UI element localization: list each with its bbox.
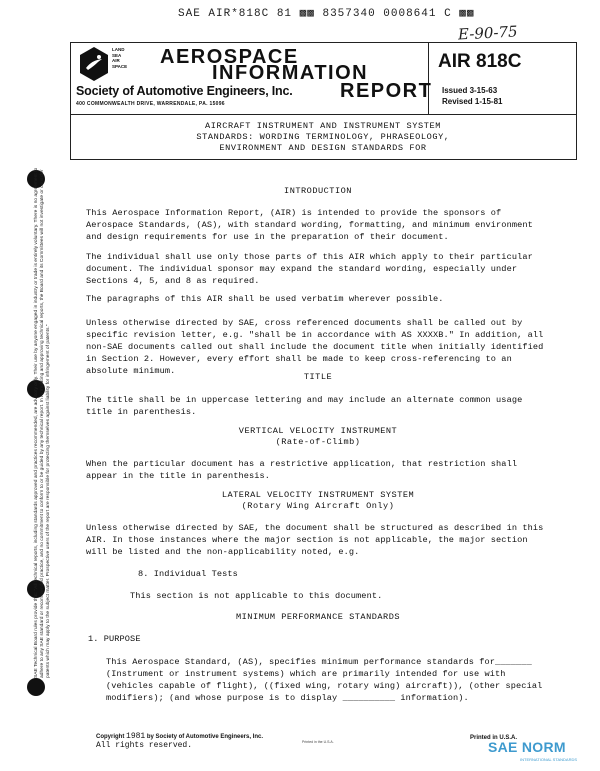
sae-logo-icon <box>78 46 110 82</box>
example-paragraph: When the particular document has a restrictive application, that restriction shall appear in the title in parenthesis. <box>86 459 518 481</box>
logo-text: LAND SEA AIR SPACE <box>112 47 128 69</box>
title-heading: TITLE <box>303 372 333 382</box>
section-8-item: 8. Individual Tests <box>138 569 238 579</box>
example-title: LATERAL VELOCITY INSTRUMENT SYSTEM <box>221 490 415 500</box>
footer-printed: Printed in U.S.A. <box>470 735 518 741</box>
example-title: VERTICAL VELOCITY INSTRUMENT <box>238 426 398 436</box>
document-title <box>150 121 496 154</box>
footer-rights: All rights reserved. <box>96 741 193 750</box>
document-number: AIR 818C <box>438 51 522 72</box>
document-title-line: STANDARDS: WORDING TERMINOLOGY, PHRASEOLOGY, <box>196 132 450 142</box>
society-address: 400 COMMONWEALTH DRIVE, WARRENDALE, PA. 15096 <box>76 101 225 107</box>
handwritten-number: E-90-75 <box>457 22 518 44</box>
header-title-information: INFORMATION <box>212 62 369 84</box>
punch-hole <box>27 678 45 696</box>
copyright-year: 1981 <box>126 732 146 741</box>
header-title-report: REPORT <box>340 80 433 102</box>
header-title-aerospace: AEROSPACE <box>160 46 299 68</box>
introduction-heading: INTRODUCTION <box>284 186 352 196</box>
header-divider <box>428 42 429 114</box>
revised-date: Revised 1-15-81 <box>442 97 503 106</box>
side-legal-notice: SAE Technical Board rules provide that: "All technical reports, including standards approved and practices recommended, are advisory only. Their use by anyone engaged in industry or trade is entirely voluntary. There is no agreement to adhere to any SAE standard or recommended practice, and no commitment to conform to or be guided by any technical report. In formulating and approving technical reports, the Board and its Committees will not investigate or consider patents which may apply to the subject matter. Prospective users of the report are responsible for protecting themselves against liability for infringement of patents." <box>34 167 52 678</box>
copyright-suffix: by Society of Automotive Engineers, Inc. <box>146 734 264 740</box>
intro-paragraph: Unless otherwise directed by SAE, cross referenced documents shall be called out by specific revision letter, e.g. "shall be in accordance with AS XXXXB." In addition, all non-SAE documents called out shall include the document title when initially identified in Section 2. However, every effort shall be made to keep cross-referencing to an absolute minimum. <box>86 318 544 376</box>
watermark-logo: SAE NORM <box>488 739 566 755</box>
section-8-note: This section is not applicable to this document. <box>130 591 383 601</box>
header-divider <box>70 114 577 115</box>
footer-small-note: Printed in the U.S.A. <box>302 740 334 744</box>
document-title-line: AIRCRAFT INSTRUMENT AND INSTRUMENT SYSTEM <box>204 121 442 131</box>
footer-copyright <box>96 732 263 741</box>
issued-date: Issued 3-15-63 <box>442 86 498 95</box>
purpose-heading: 1. PURPOSE <box>88 634 141 644</box>
scan-header-code: SAE AIR*818C 81 ▩▩ 8357340 0008641 C ▩▩ <box>178 8 475 20</box>
title-paragraph: The title shall be in uppercase lettering and may include an alternate common usage title in parenthesis. <box>86 395 523 417</box>
watermark-subtitle: INTERNATIONAL STANDARDS <box>520 757 578 762</box>
copyright-prefix: Copyright <box>96 734 125 740</box>
document-title-line: ENVIRONMENT AND DESIGN STANDARDS FOR <box>219 143 427 153</box>
purpose-paragraph: This Aerospace Standard, (AS), specifies minimum performance standards for_______ (Instrument or instrument systems) which are primarily intended for use with (vehicles capable of flight), ((fixed wing, rotary wing) aircraft)), (other special modifiers); (and whose purpose is to display __________ information). <box>106 657 543 703</box>
example-subtitle: (Rotary Wing Aircraft Only) <box>241 501 395 511</box>
mps-heading: MINIMUM PERFORMANCE STANDARDS <box>235 612 401 622</box>
example-subtitle: (Rate-of-Climb) <box>275 437 361 447</box>
society-name: Society of Automotive Engineers, Inc. <box>76 84 293 98</box>
intro-paragraph: This Aerospace Information Report, (AIR) is intended to provide the sponsors of Aerospace Standards, (AS), with standard wording, formatting, and minimum environment and design requirements for use in the preparation of their document. <box>86 208 533 242</box>
intro-paragraph: The paragraphs of this AIR shall be used verbatim wherever possible. <box>86 294 444 304</box>
intro-paragraph: The individual shall use only those parts of this AIR which apply to their particular document. The individual sponsor may expand the standard wording, especially under Sections 4, 5, and 8 as required. <box>86 252 533 286</box>
example-paragraph: Unless otherwise directed by SAE, the document shall be structured as described in this AIR. In those instances where the major section is not applicable, the major section will be listed and the non-applicability noted, e.g. <box>86 523 544 557</box>
